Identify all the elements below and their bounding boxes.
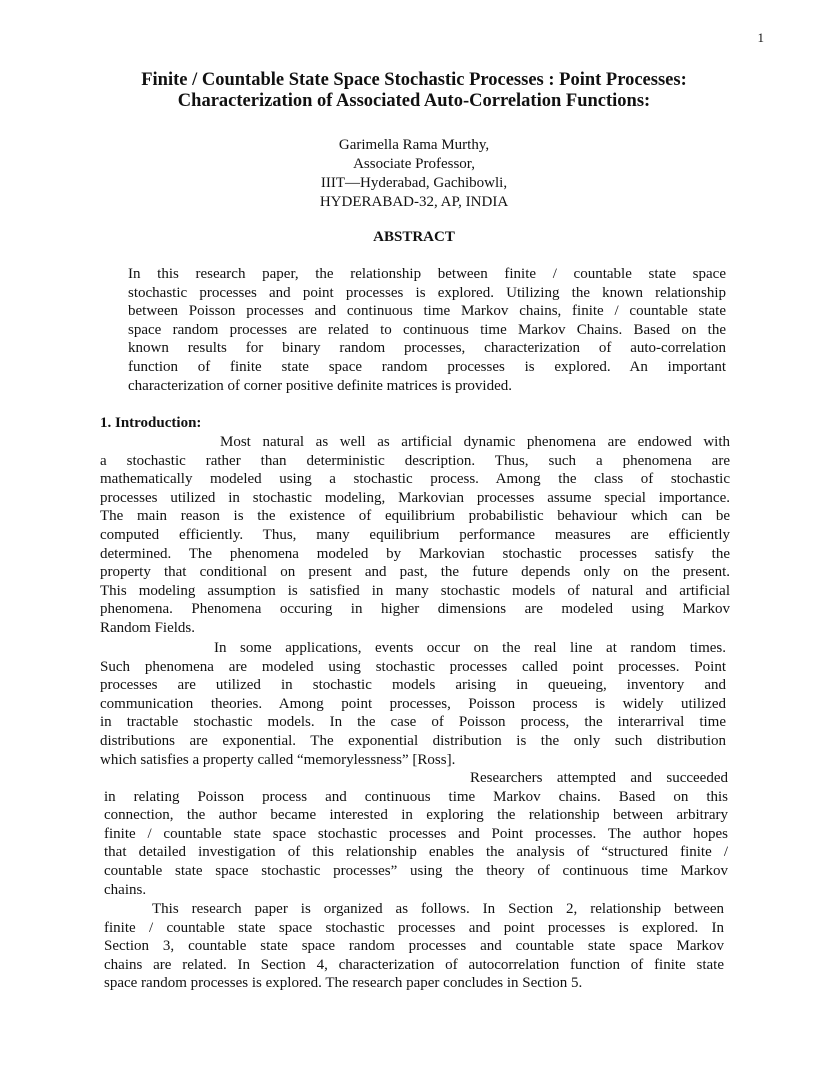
text-line: Most natural as well as artificial dynamic phenomena are endowed with: [220, 434, 730, 450]
text-line: finite / countable state space stochastic processes and point processes is explored. In: [104, 919, 724, 936]
text-line: computed efficiently. Thus, many equilibrium performance measures are efficiently: [100, 526, 730, 543]
text-line: countable state space stochastic processes” using the theory of continuous time Markov: [104, 862, 728, 879]
abstract-text: [128, 265, 726, 395]
text-line: chains are related. In Section 4, characterization of autocorrelation function of finite state: [104, 956, 724, 973]
text-line: Such phenomena are modeled using stochastic processes called point processes. Point: [100, 658, 726, 675]
text-line: chains.: [104, 881, 147, 898]
text-line: processes utilized in stochastic modeling, Markovian processes assume special importance.: [100, 489, 730, 506]
paragraph: [100, 433, 730, 638]
text-line: stochastic processes and point processes is explored. Utilizing the known relationship: [128, 284, 726, 301]
author-location: HYDERABAD-32, AP, INDIA: [319, 194, 509, 210]
text-line: known results for binary random processes, characterization of auto-correlation: [128, 340, 726, 357]
text-line: processes are utilized in stochastic models arising in queueing, inventory and: [100, 677, 726, 694]
text-line: finite / countable state space stochastic processes and Point processes. The author hopes: [104, 825, 728, 842]
text-line: a stochastic rather than deterministic description. Thus, such a phenomena are: [100, 452, 730, 469]
text-line: mathematically modeled using a stochastic process. Among the class of stochastic: [100, 471, 730, 488]
text-line: in relating Poisson process and continuous time Markov chains. Based on this: [104, 788, 728, 805]
text-line: connection, the author became interested in exploring the relationship between arbitrary: [104, 807, 728, 824]
text-line: which satisfies a property called “memorylessness” [Ross].: [100, 751, 456, 768]
text-line: determined. The phenomena modeled by Markovian stochastic processes satisfy the: [100, 545, 730, 562]
text-line: Researchers attempted and succeeded: [470, 770, 728, 786]
text-line: In some applications, events occur on the real line at random times.: [214, 640, 726, 656]
author-block: [0, 136, 828, 212]
text-line: Random Fields.: [100, 619, 196, 636]
text-line: in tractable stochastic models. In the case of Poisson process, the interarrival time: [100, 714, 726, 731]
text-line: that detailed investigation of this relationship enables the analysis of “structured finite /: [104, 844, 728, 861]
page-number: 1: [757, 30, 764, 45]
text-line: This modeling assumption is satisfied in many stochastic models of natural and artificial: [100, 582, 730, 599]
text-line: space random processes is explored. The research paper concludes in Section 5.: [104, 975, 583, 992]
title-line: Characterization of Associated Auto-Correlation Functions:: [177, 91, 651, 111]
paragraph: [104, 769, 728, 899]
abstract-heading: ABSTRACT: [373, 229, 455, 245]
paragraph: [100, 639, 726, 769]
text-line: In this research paper, the relationship between finite / countable state space: [128, 266, 726, 282]
author-position: Associate Professor,: [353, 156, 475, 172]
author-name: Garimella Rama Murthy,: [338, 137, 490, 153]
author-institution: IIIT—Hyderabad, Gachibowli,: [320, 175, 508, 191]
text-line: Section 3, countable state space random processes and countable state space Markov: [104, 938, 724, 955]
text-line: between Poisson processes and continuous time Markov chains, finite / countable state: [128, 303, 726, 320]
text-line: distributions are exponential. The exponential distribution is the only such distribution: [100, 732, 726, 749]
title-line: Finite / Countable State Space Stochastic Processes : Point Processes:: [141, 70, 687, 90]
text-line: This research paper is organized as follows. In Section 2, relationship between: [152, 901, 724, 917]
section-heading: 1. Introduction:: [100, 415, 202, 431]
paragraph: [104, 900, 724, 993]
text-line: space random processes are related to continuous time Markov Chains. Based on the: [128, 321, 726, 338]
text-line: The main reason is the existence of equilibrium probabilistic behaviour which can be: [100, 508, 730, 525]
text-line: property that conditional on present and past, the future depends only on the present.: [100, 564, 730, 581]
text-line: phenomena. Phenomena occuring in higher dimensions are modeled using Markov: [100, 601, 730, 618]
paper-title: [0, 70, 828, 112]
text-line: function of finite state space random processes is explored. An important: [128, 358, 726, 375]
text-line: communication theories. Among point processes, Poisson process is widely utilized: [100, 695, 726, 712]
text-line: characterization of corner positive definite matrices is provided.: [128, 377, 513, 394]
